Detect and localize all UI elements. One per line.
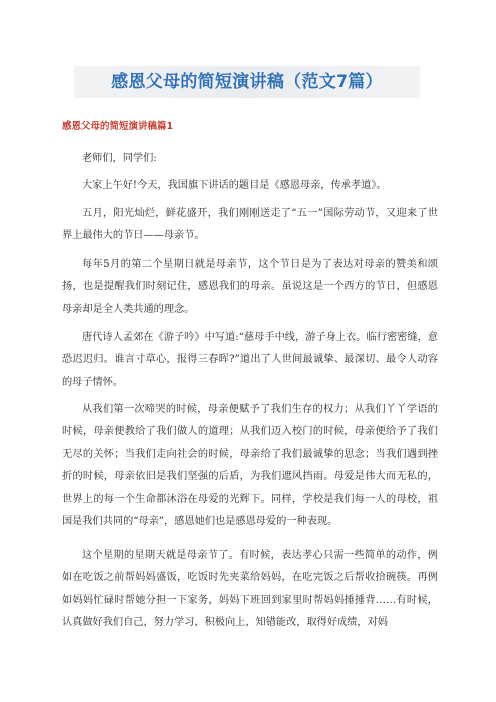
paragraph-greeting: 老师们，同学们: <box>82 153 157 164</box>
paragraph-poem: 唐代诗人孟郊在《游子吟》中写道:“慈母手中线，游子身上衣。临行密密缝，意恐迟迟归。谁言寸草心，报得三春晖?”道出了人世间最诚挚、最深切、最令人动容的母子情怀。 <box>62 332 438 388</box>
paragraph-intro: 大家上午好!今天，我国旗下讲话的题目是《感恩母亲，传承孝道》。 <box>82 180 387 191</box>
paragraph-mothers-day: 每年5月的第二个星期日就是母亲节，这个节日是为了表达对母亲的赞美和颂扬，也是提醒我们时刻记住，感恩我们的母亲。虽说这是一个西方的节日，但感恩母亲却是全人类共通的理念。 <box>62 259 438 315</box>
document-title: 感恩父母的简短演讲稿（范文7篇） <box>111 72 383 92</box>
paragraph-mother-love: 从我们第一次啼哭的时候，母亲便赋予了我们生存的权力；从我们丫丫学语的时候，母亲便教给了我们做人的道理；从我们迈入校门的时候，母亲便给予了我们无尽的关怀；当我们走向社会的时候，母亲给了我们最诚挚的思念；当我们遇到挫折的时候，母亲依旧是我们坚强的后盾，为我们遮风挡雨。母爱是伟大而无私的，世界上的每一个生命都沐浴在母爱的光辉下。同样，学校是我们每一人的母校，祖国是我们共同的“母亲”，感恩她们也是感恩母爱的一种表现。 <box>62 404 438 528</box>
section-heading: 感恩父母的简短演讲稿篇1 <box>62 121 174 132</box>
paragraph-this-week: 这个星期的星期天就是母亲节了。有时候，表达孝心只需一些简单的动作，例如在吃饭之前帮妈妈盛饭，吃饭时先夹菜给妈妈，在吃完饭之后帮收拾碗筷。再例如妈妈忙碌时帮她分担一下家务，妈妈下班回到家里时帮妈妈捶捶背……有时候，认真做好我们自己，努力学习，积极向上，知错能改，取得好成绩，对妈 <box>62 550 438 629</box>
paragraph-may: 五月，阳光灿烂，鲜花盛开，我们刚刚送走了“五一”国际劳动节，又迎来了世界上最伟大的节日——母亲节。 <box>62 208 438 242</box>
